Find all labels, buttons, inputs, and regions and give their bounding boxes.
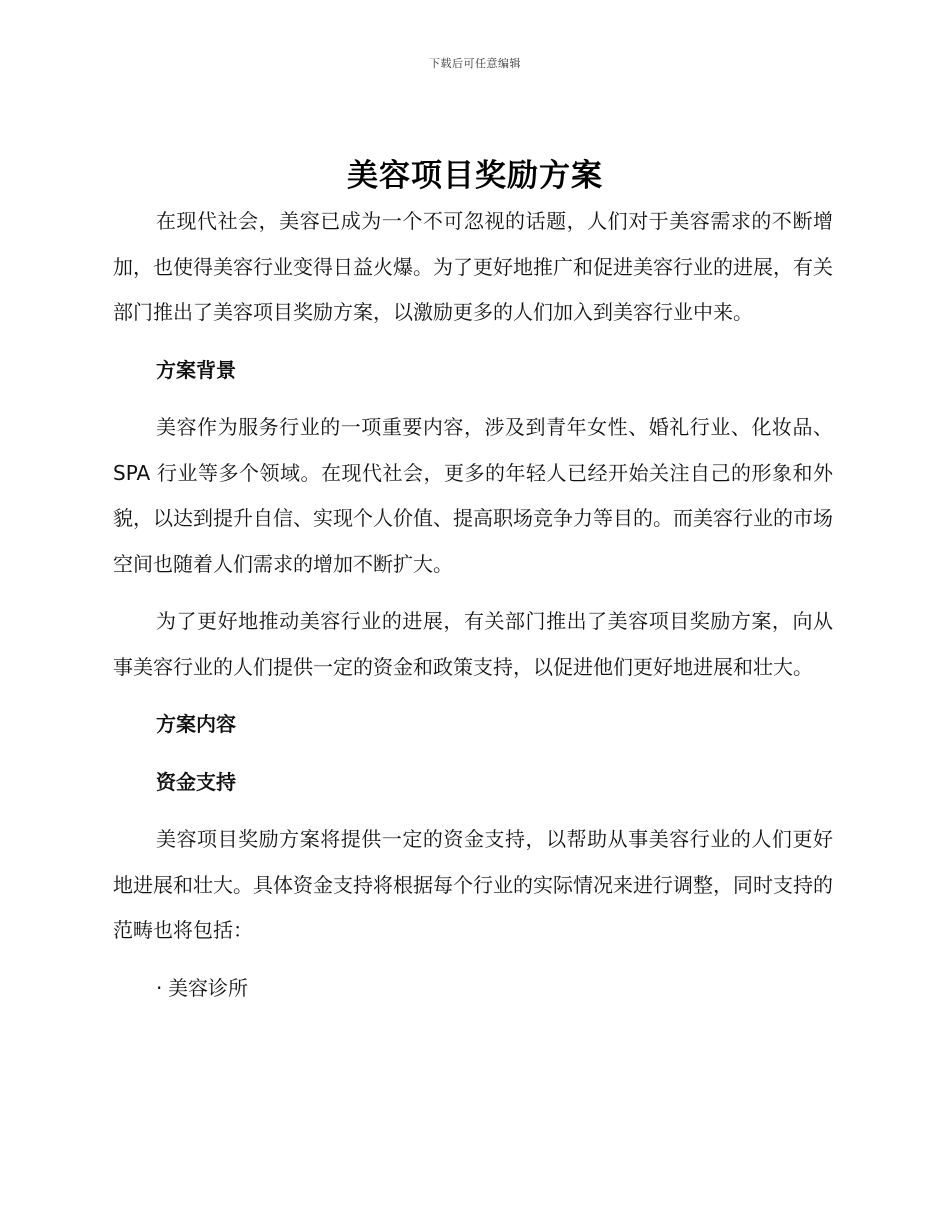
header-note: 下载后可任意编辑	[429, 57, 521, 70]
intro-paragraph: 在现代社会，美容已成为一个不可忽视的话题，人们对于美容需求的不断增加，也使得美容行业变得日益火爆。为了更好地推广和促进美容行业的进展，有关部门推出了美容项目奖励方案，以激励更多的人们加入到美容行业中来。	[113, 209, 833, 324]
sub-heading-funding: 资金支持	[156, 769, 236, 794]
bullet-marker: ·	[156, 975, 163, 1000]
funding-paragraph: 美容项目奖励方案将提供一定的资金支持，以帮助从事美容行业的人们更好地进展和壮大。具体资金支持将根据每个行业的实际情况来进行调整，同时支持的范畴也将包括：	[113, 827, 833, 942]
background-paragraph-2: 为了更好地推动美容行业的进展，有关部门推出了美容项目奖励方案，向从事美容行业的人们提供一定的资金和政策支持，以促进他们更好地进展和壮大。	[113, 609, 833, 679]
document-body	[113, 199, 833, 1011]
document-title: 美容项目奖励方案	[347, 158, 603, 194]
section-heading-content: 方案内容	[156, 712, 236, 736]
background-paragraph-1: 美容作为服务行业的一项重要内容，涉及到青年女性、婚礼行业、化妆品、SPA 行业等多个领域。在现代社会，更多的年轻人已经开始关注自己的形象和外貌，以达到提升自信、实现个人价值、提高职场竞争力等目的。而美容行业的市场空间也随着人们需求的增加不断扩大。	[113, 415, 833, 576]
list-item	[113, 966, 833, 1012]
section-heading-background: 方案背景	[156, 357, 236, 382]
list-item-label: 美容诊所	[168, 975, 248, 1000]
